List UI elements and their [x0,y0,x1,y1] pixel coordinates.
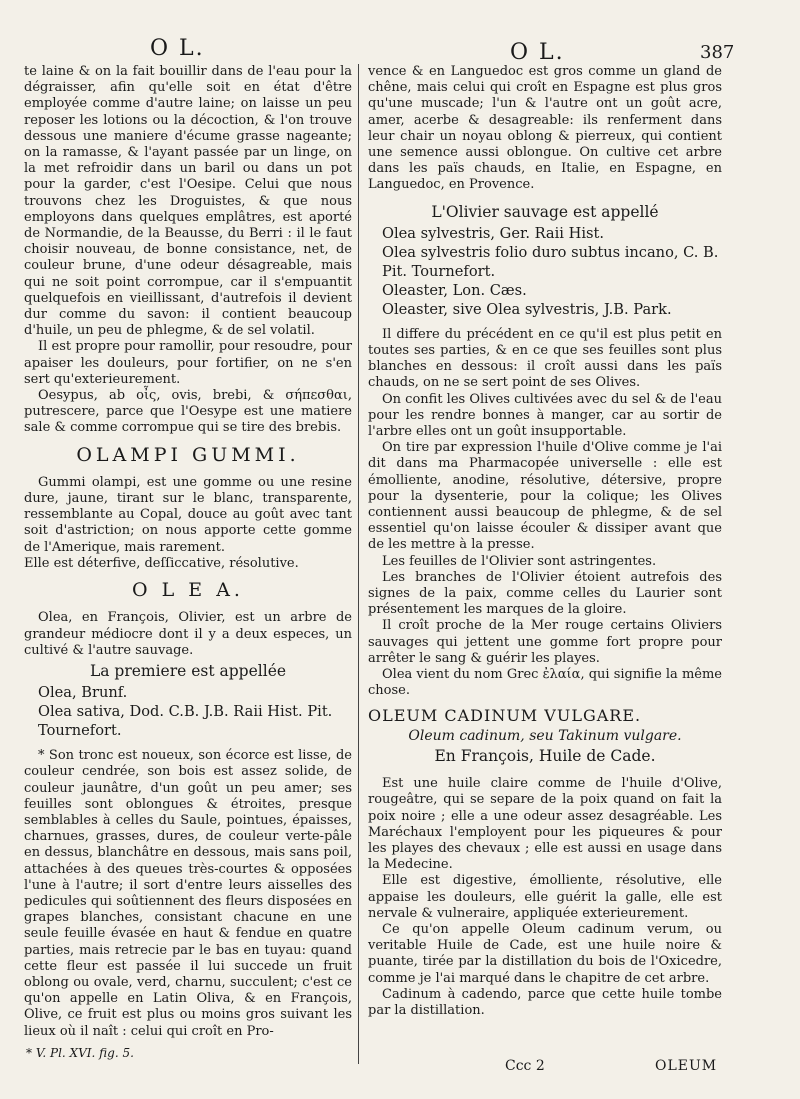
spacer [368,768,722,776]
paragraph: vence & en Languedoc est gros comme un gland de chêne, mais celui qui croît en Espagne est plus gros qu'une muscade; l'un & l'autre ont un goût acre, amer, acerbe & desagreable: ils renferment dans leur chair un noyau oblong & pierreux, qui contient une semence aussi oblongue. On cultive cet arbre dans les païs chauds, en Italie, en Espagne, en Languedoc, en Provence. [368,64,722,193]
left-column [24,64,352,1040]
right-column [368,64,722,1019]
paragraph: Il differe du précédent en ce qu'il est plus petit en toutes ses parties, & en ce que ses feuilles sont plus blanches en dessous: il croît aussi dans les païs chauds, on ne se sert point de ses Olives. [368,326,722,391]
synonym-line: Olea sylvestris folio duro subtus incano, C. B. Pit. Tournefort. [382,243,719,280]
entry-heading: OLAMPI GUMMI. [76,443,300,466]
paragraph: te laine & on la fait bouillir dans de l'eau pour la dégraisser, afin qu'elle soit en état d'être employée comme d'autre laine; on laisse un peu reposer les lotions ou la décoction, & l'on trouve dessous une maniere d'écume grasse nageante; on la ramasse, & l'ayant passée par un linge, on la met refroidir dans un baril ou dans un pot pour la garder, c'est l'Oesipe. Celui que nous trouvons chez les Droguistes, & que nous employons dans quelques emplâtres, est aporté de Normandie, de la Beausse, du Berri : il le faut choisir nouveau, de bonne consistance, net, de couleur brune, d'une odeur désagreable, mais qui ne soit point corrompue, car il s'empuantit quelquefois en vieillissant, d'autrefois il devient dur comme du savon: il contient beaucoup d'huile, un peu de phlegme, & de sel volatil. [24,64,352,339]
entry-heading: OLEUM CADINUM VULGARE. [368,705,642,725]
synonym-line: Oleaster, Lon. Cæs. [382,281,527,299]
footnote: * V. Pl. XVI. fig. 5. [26,1046,134,1060]
paragraph: * Son tronc est noueux, son écorce est lisse, de couleur cendrée, son bois est assez solide, de couleur jaunâtre, d'un goût un peu amer; ses feuilles sont oblongues & étroites, presque semblables à celles du Saule, pointues, épaisses, charnues, grasses, dures, de couleur verte-pâle en dessus, blanchâtre en dessous, mais sans poil, attachées à des queues très-courtes & opposées l'une à l'autre; il sort d'entre leurs aisselles des pedicules qui soûtiennent des fleurs disposées en grapes blanches, consistant chacune en une seule feuille évasée en haut & fendue en quatre parties, mais retrecie par le bas en tuyau: quand cette fleur est passée il lui succede un fruit oblong ou ovale, verd, charnu, succulent; c'est ce qu'on appelle en Latin Oliva, & en François, Olive, ce fruit est plus ou moins gros suivant les lieux où il naît : celui qui croît en Pro- [24,748,352,1039]
running-head-right: O L. [510,40,565,65]
subheading: L'Olivier sauvage est appellé [431,202,659,221]
synonym-line: Olea sativa, Dod. C.B. J.B. Raii Hist. Pit. Tournefort. [38,703,333,740]
paragraph: Les branches de l'Olivier étoient autrefois des signes de la paix, comme celles du Laurier sont présentement les marques de la gloire. [368,569,722,618]
paragraph: Il est propre pour ramollir, pour resoudre, pour apaiser les douleurs, pour fortifier, on ne s'en sert qu'exterieurement. [24,339,352,387]
paragraph: Olea vient du nom Grec ἐλαία, qui signifie la même chose. [368,667,722,699]
paragraph: Il croît proche de la Mer rouge certains Oliviers sauvages qui jettent une gomme fort propre pour arrêter le sang & guérir les playes. [368,618,722,666]
entry-heading: O L E A. [132,579,244,602]
paragraph: Les feuilles de l'Olivier sont astringentes. [382,553,657,569]
column-divider [358,64,359,1064]
paragraph: On confit les Olives cultivées avec du sel & de l'eau pour les rendre bonnes à manger, car au sortir de l'arbre elles ont un goût insupportable. [368,391,722,440]
paragraph: Ce qu'on appelle Oleum cadinum verum, ou veritable Huile de Cade, est une huile noire & puante, tirée par la distillation du bois de l'Oxicedre, comme je l'ai marqué dans le chapitre de cet arbre. [368,921,722,986]
spacer [24,740,352,748]
paragraph: On tire par expression l'huile d'Olive comme je l'ai dit dans ma Pharmacopée universelle : elle est émolliente, anodine, résolutive, détersive, propre pour la dysenterie, pour la colique; les Olives contiennent aussi beaucoup de phlegme, & de sel essentiel qu'on laisse écouler & dissiper avant que de les mettre à la presse. [368,440,722,553]
paragraph: Elle est déterfive, deſſiccative, résolutive. [24,555,299,571]
page-number: 387 [700,42,735,63]
paragraph: Est une huile claire comme de l'huile d'Olive, rougeâtre, qui se separe de la poix quand on fait la poix noire ; elle a une odeur assez desagréable. Les Maréchaux l'employent pour les piqueures & pour les playes des chevaux ; elle est aussi en usage dans la Medecine. [368,776,722,873]
synonym-line: Oleaster, sive Olea sylvestris, J.B. Park. [382,300,672,318]
subheading: La premiere est appellée [89,661,287,680]
synonym-line: Olea, Brunf. [38,684,128,702]
subheading: En François, Huile de Cade. [434,746,656,765]
synonym-line: Olea sylvestris, Ger. Raii Hist. [382,224,604,242]
paragraph: Gummi olampi, est une gomme ou une resine dure, jaune, tirant sur le blanc, transparente, ressemblante au Copal, douce au goût avec tant soit d'astriction; on nous apporte cette gomme de l'Amerique, mais rarement. [24,474,352,555]
catchword: OLEUM [655,1058,718,1074]
paragraph: Oesypus, ab οἶς, ovis, brebi, & σήπεσθαι, putrescere, parce que l'Oesype est une matiere sale & comme corrompue qui se tire des brebis. [24,388,352,436]
signature-mark: Ccc 2 [505,1058,545,1074]
paragraph: Olea, en François, Olivier, est un arbre de grandeur médiocre dont il y a deux especes, un cultivé & l'autre sauvage. [24,610,352,658]
subheading: Oleum cadinum, seu Takinum vulgare. [408,727,682,744]
running-head-left: O L. [150,36,205,61]
paragraph: Cadinum à cadendo, parce que cette huile tombe par la distillation. [368,986,722,1018]
spacer [368,319,722,327]
paragraph: Elle est digestive, émolliente, résolutive, elle appaise les douleurs, elle guérit la galle, elle est nervale & vulneraire, appliquée exterieurement. [368,873,722,921]
